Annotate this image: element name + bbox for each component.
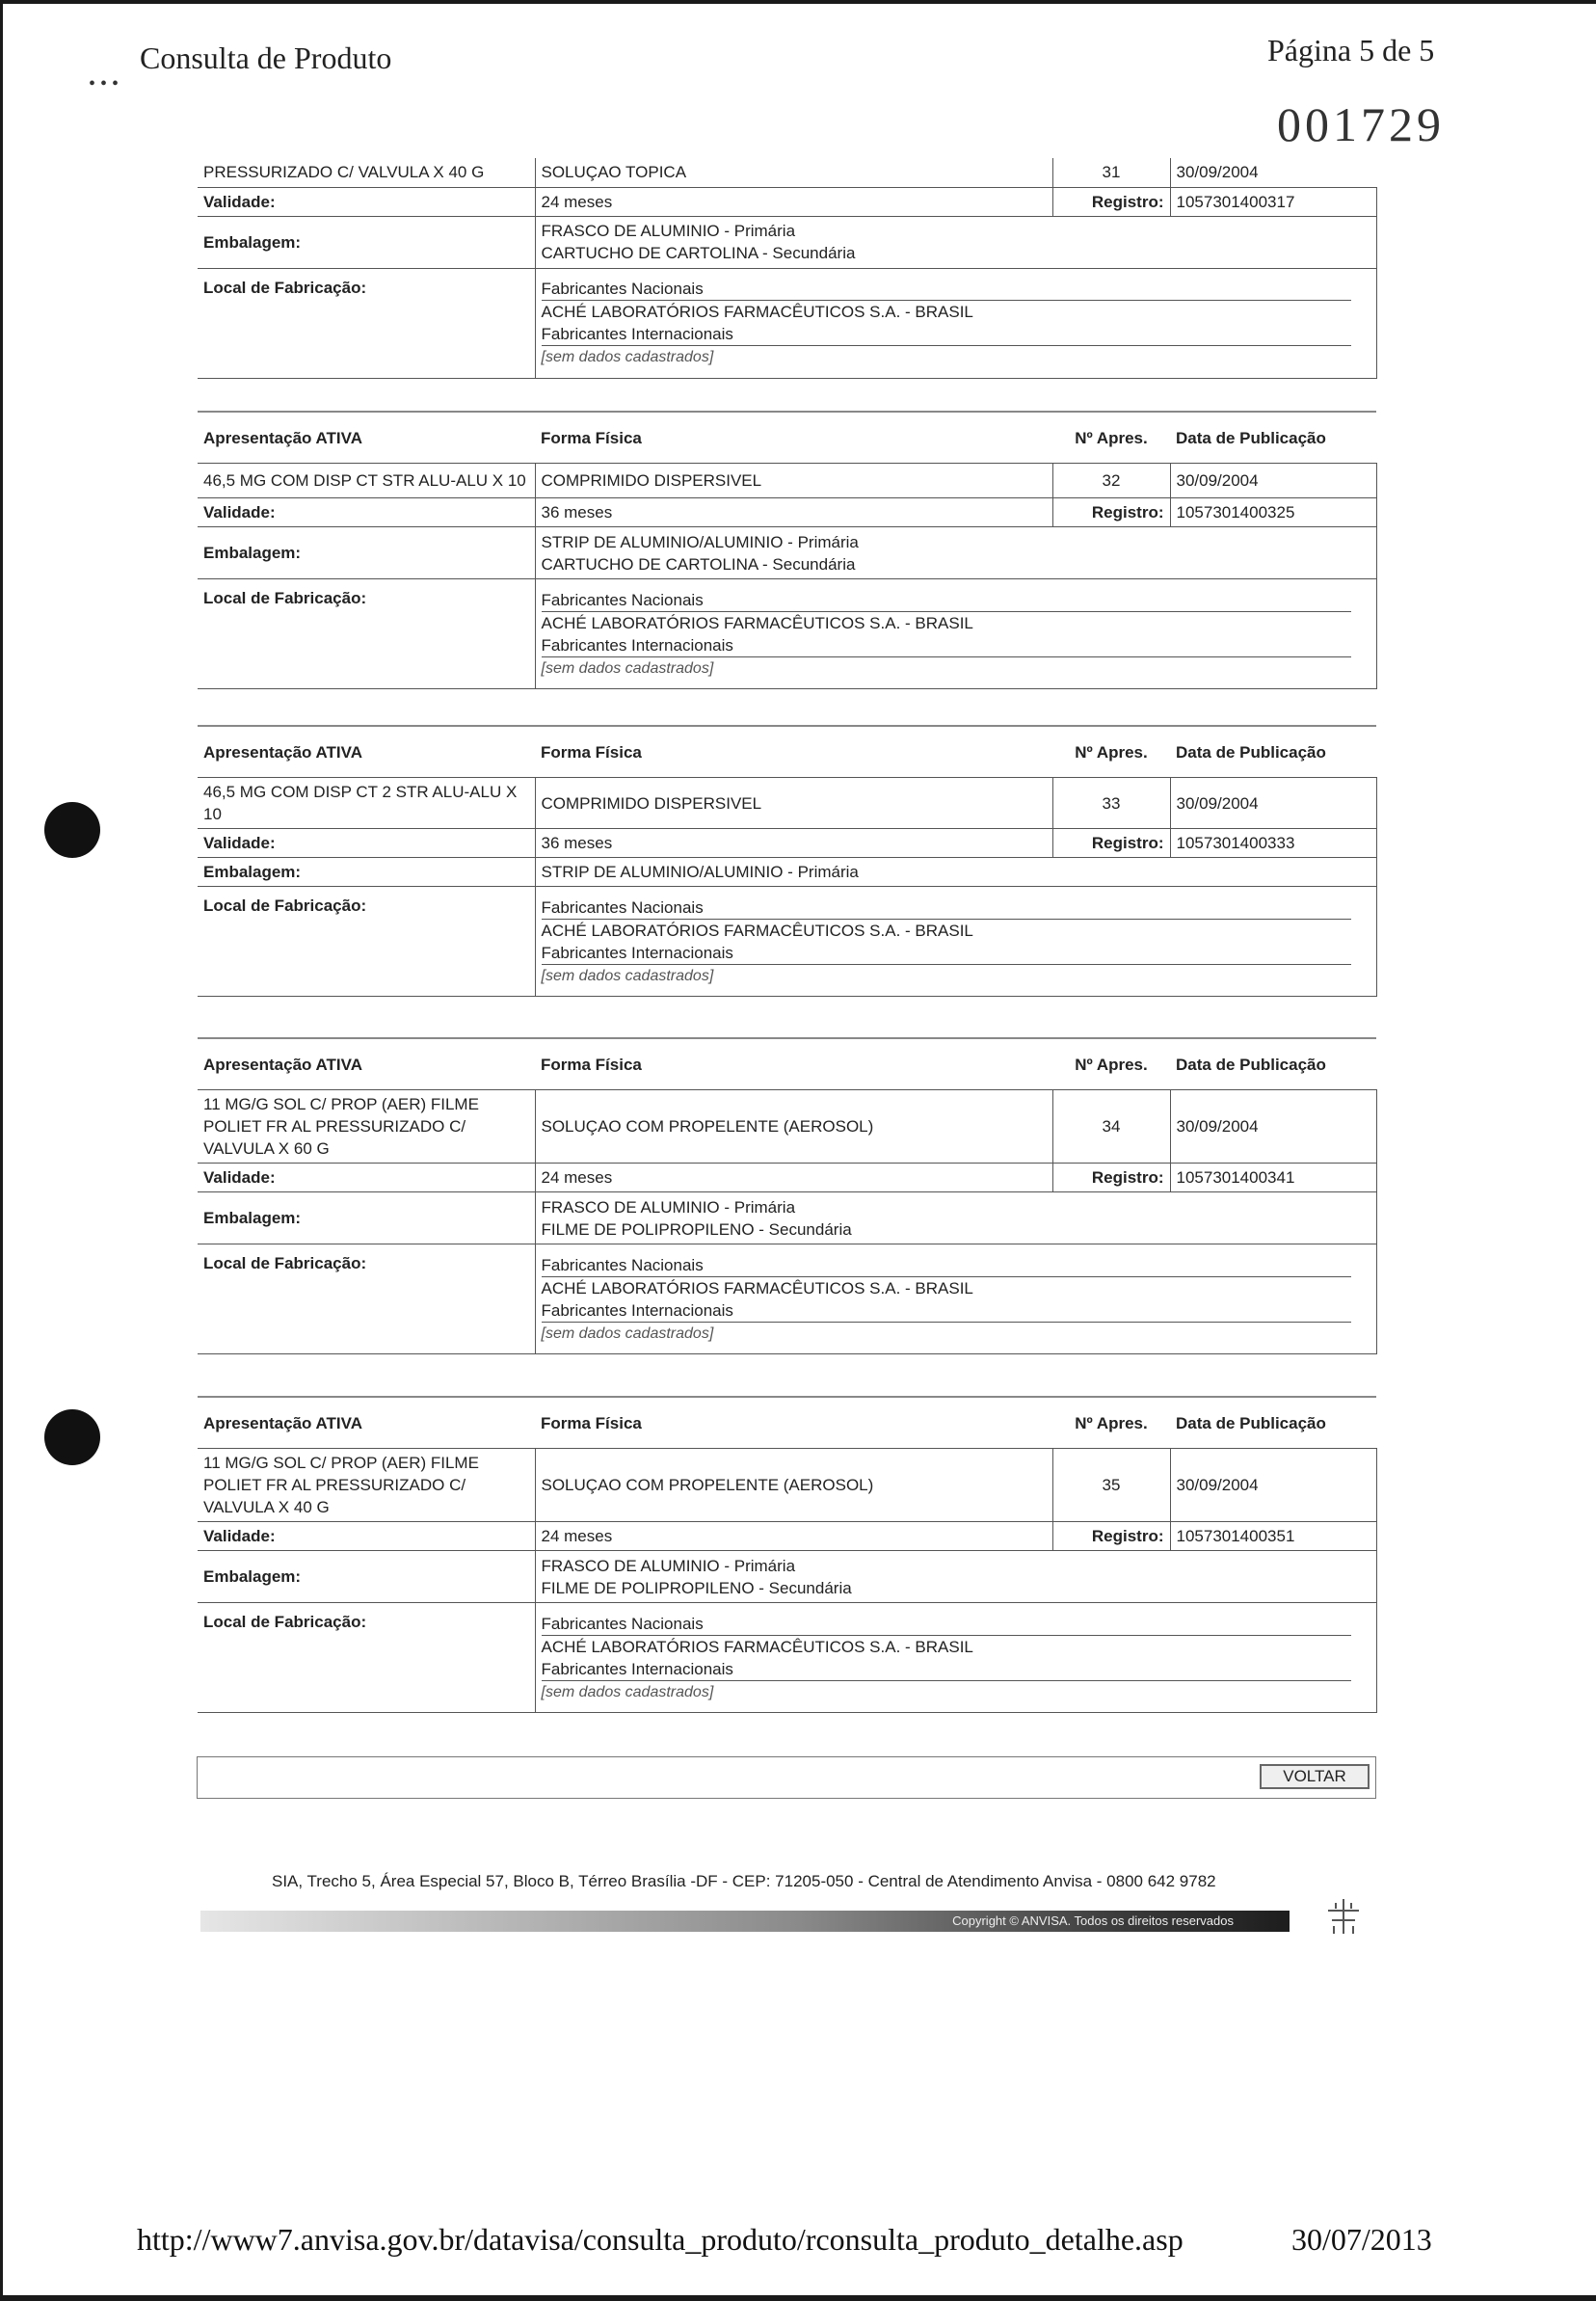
punch-hole-icon xyxy=(44,802,100,858)
print-url: http://www7.anvisa.gov.br/datavisa/consulta_produto/rconsulta_produto_detalhe.asp xyxy=(137,2222,1184,2257)
manufacturing-label: Local de Fabricação: xyxy=(198,1244,535,1354)
validity-label: Validade: xyxy=(198,1164,535,1192)
date-header: Data de Publicação xyxy=(1170,412,1376,464)
packaging-primary: FRASCO DE ALUMINIO - Primária xyxy=(541,222,796,240)
form-value: SOLUÇAO TOPICA xyxy=(535,158,1052,187)
registration-label: Registro: xyxy=(1052,1164,1170,1192)
validity-value: 24 meses xyxy=(535,1164,1052,1192)
national-manufacturers-heading: Fabricantes Nacionais xyxy=(542,1613,1351,1636)
page-title: Consulta de Produto xyxy=(140,40,392,75)
handwritten-marks: • • • xyxy=(89,73,120,94)
anvisa-logo-icon xyxy=(1324,1897,1363,1942)
packaging-secondary: CARTUCHO DE CARTOLINA - Secundária xyxy=(541,554,856,574)
presentation-value: 46,5 MG COM DISP CT STR ALU-ALU X 10 xyxy=(198,464,535,498)
date-value: 30/09/2004 xyxy=(1170,158,1376,187)
scan-edge-bottom xyxy=(0,2295,1596,2301)
registration-label: Registro: xyxy=(1052,829,1170,858)
presentation-header: Apresentação ATIVA xyxy=(198,1397,535,1449)
international-manufacturer: [sem dados cadastrados] xyxy=(541,1324,714,1342)
presentation-value: PRESSURIZADO C/ VALVULA X 40 G xyxy=(198,158,535,187)
international-manufacturer: [sem dados cadastrados] xyxy=(541,967,714,984)
date-value: 30/09/2004 xyxy=(1170,464,1376,498)
form-value: COMPRIMIDO DISPERSIVEL xyxy=(535,778,1052,829)
packaging-label: Embalagem: xyxy=(198,1192,535,1244)
nap-value: 32 xyxy=(1052,464,1170,498)
international-manufacturer: [sem dados cadastrados] xyxy=(541,659,714,677)
packaging-label: Embalagem: xyxy=(198,1551,535,1603)
manufacturing-label: Local de Fabricação: xyxy=(198,268,535,378)
page-number-stamp: 001729 xyxy=(1277,97,1445,151)
national-manufacturers-heading: Fabricantes Nacionais xyxy=(542,589,1351,612)
packaging-secondary: FILME DE POLIPROPILENO - Secundária xyxy=(541,1219,852,1239)
national-manufacturer: ACHÉ LABORATÓRIOS FARMACÊUTICOS S.A. - BRASIL xyxy=(541,613,973,632)
national-manufacturer: ACHÉ LABORATÓRIOS FARMACÊUTICOS S.A. - BRASIL xyxy=(541,303,973,321)
scan-edge-left xyxy=(0,0,3,2301)
registration-value: 1057301400351 xyxy=(1170,1522,1376,1551)
date-header: Data de Publicação xyxy=(1170,1397,1376,1449)
validity-label: Validade: xyxy=(198,187,535,216)
national-manufacturer: ACHÉ LABORATÓRIOS FARMACÊUTICOS S.A. - BRASIL xyxy=(541,1278,973,1298)
presentation-header: Apresentação ATIVA xyxy=(198,726,535,778)
form-value: SOLUÇAO COM PROPELENTE (AEROSOL) xyxy=(535,1090,1052,1164)
registration-label: Registro: xyxy=(1052,187,1170,216)
validity-value: 36 meses xyxy=(535,498,1052,527)
punch-hole-icon xyxy=(44,1409,100,1465)
presentation-header: Apresentação ATIVA xyxy=(198,412,535,464)
international-manufacturer: [sem dados cadastrados] xyxy=(541,1683,714,1700)
packaging-secondary: FILME DE POLIPROPILENO - Secundária xyxy=(541,1578,852,1597)
print-date: 30/07/2013 xyxy=(1291,2222,1432,2257)
date-header: Data de Publicação xyxy=(1170,726,1376,778)
packaging-primary: STRIP DE ALUMINIO/ALUMINIO - Primária xyxy=(541,532,859,551)
international-manufacturers-heading: Fabricantes Internacionais xyxy=(542,323,1351,346)
packaging-secondary: CARTUCHO DE CARTOLINA - Secundária xyxy=(541,244,856,262)
registration-value: 1057301400341 xyxy=(1170,1164,1376,1192)
form-header: Forma Física xyxy=(535,726,1052,778)
validity-value: 24 meses xyxy=(535,1522,1052,1551)
international-manufacturers-heading: Fabricantes Internacionais xyxy=(542,634,1351,657)
packaging-primary: FRASCO DE ALUMINIO - Primária xyxy=(541,1197,796,1217)
validity-label: Validade: xyxy=(198,829,535,858)
registration-value: 1057301400317 xyxy=(1170,187,1376,216)
presentation-value: 11 MG/G SOL C/ PROP (AER) FILME POLIET FR AL PRESSURIZADO C/ VALVULA X 40 G xyxy=(198,1449,535,1522)
international-manufacturers-heading: Fabricantes Internacionais xyxy=(542,942,1351,965)
nap-value: 34 xyxy=(1052,1090,1170,1164)
nap-value: 35 xyxy=(1052,1449,1170,1522)
manufacturing-label: Local de Fabricação: xyxy=(198,579,535,689)
validity-label: Validade: xyxy=(198,498,535,527)
presentation-header: Apresentação ATIVA xyxy=(198,1038,535,1090)
packaging-label: Embalagem: xyxy=(198,216,535,268)
registration-label: Registro: xyxy=(1052,1522,1170,1551)
validity-value: 36 meses xyxy=(535,829,1052,858)
packaging-primary: STRIP DE ALUMINIO/ALUMINIO - Primária xyxy=(541,863,859,881)
date-header: Data de Publicação xyxy=(1170,1038,1376,1090)
registration-label: Registro: xyxy=(1052,498,1170,527)
presentation-value: 11 MG/G SOL C/ PROP (AER) FILME POLIET FR AL PRESSURIZADO C/ VALVULA X 60 G xyxy=(198,1090,535,1164)
form-header: Forma Física xyxy=(535,412,1052,464)
registration-value: 1057301400325 xyxy=(1170,498,1376,527)
nap-value: 33 xyxy=(1052,778,1170,829)
validity-value: 24 meses xyxy=(535,187,1052,216)
form-value: SOLUÇAO COM PROPELENTE (AEROSOL) xyxy=(535,1449,1052,1522)
nap-header: Nº Apres. xyxy=(1052,726,1170,778)
national-manufacturers-heading: Fabricantes Nacionais xyxy=(542,896,1351,920)
validity-label: Validade: xyxy=(198,1522,535,1551)
record-card xyxy=(198,1396,1376,1713)
footer-address: SIA, Trecho 5, Área Especial 57, Bloco B, Térreo Brasília -DF - CEP: 71205-050 - Central de Atendimento Anvisa - 0800 642 9782 xyxy=(272,1872,1216,1890)
registration-value: 1057301400333 xyxy=(1170,829,1376,858)
copyright-bar xyxy=(200,1911,1290,1932)
manufacturing-label: Local de Fabricação: xyxy=(198,887,535,997)
nap-header: Nº Apres. xyxy=(1052,1038,1170,1090)
nap-header: Nº Apres. xyxy=(1052,1397,1170,1449)
date-value: 30/09/2004 xyxy=(1170,1090,1376,1164)
national-manufacturers-heading: Fabricantes Nacionais xyxy=(542,278,1351,301)
record-partial xyxy=(198,158,1376,379)
date-value: 30/09/2004 xyxy=(1170,1449,1376,1522)
international-manufacturers-heading: Fabricantes Internacionais xyxy=(542,1658,1351,1681)
national-manufacturers-heading: Fabricantes Nacionais xyxy=(542,1254,1351,1277)
presentation-value: 46,5 MG COM DISP CT 2 STR ALU-ALU X 10 xyxy=(198,778,535,829)
date-value: 30/09/2004 xyxy=(1170,778,1376,829)
scan-edge-top xyxy=(0,0,1596,4)
nap-header: Nº Apres. xyxy=(1052,412,1170,464)
national-manufacturer: ACHÉ LABORATÓRIOS FARMACÊUTICOS S.A. - BRASIL xyxy=(541,921,973,940)
international-manufacturer: [sem dados cadastrados] xyxy=(541,349,714,365)
actions-bar xyxy=(197,1756,1376,1799)
form-header: Forma Física xyxy=(535,1397,1052,1449)
packaging-label: Embalagem: xyxy=(198,858,535,887)
voltar-button[interactable]: VOLTAR xyxy=(1260,1764,1370,1789)
record-card xyxy=(198,1037,1376,1354)
manufacturing-label: Local de Fabricação: xyxy=(198,1603,535,1713)
form-value: COMPRIMIDO DISPERSIVEL xyxy=(535,464,1052,498)
international-manufacturers-heading: Fabricantes Internacionais xyxy=(542,1299,1351,1323)
packaging-label: Embalagem: xyxy=(198,527,535,579)
record-card xyxy=(198,411,1376,689)
record-card xyxy=(198,725,1376,997)
form-header: Forma Física xyxy=(535,1038,1052,1090)
copyright-text: Copyright © ANVISA. Todos os direitos reservados xyxy=(952,1913,1234,1928)
national-manufacturer: ACHÉ LABORATÓRIOS FARMACÊUTICOS S.A. - BRASIL xyxy=(541,1637,973,1656)
page-counter: Página 5 de 5 xyxy=(1267,33,1435,67)
packaging-primary: FRASCO DE ALUMINIO - Primária xyxy=(541,1556,796,1575)
nap-value: 31 xyxy=(1052,158,1170,187)
